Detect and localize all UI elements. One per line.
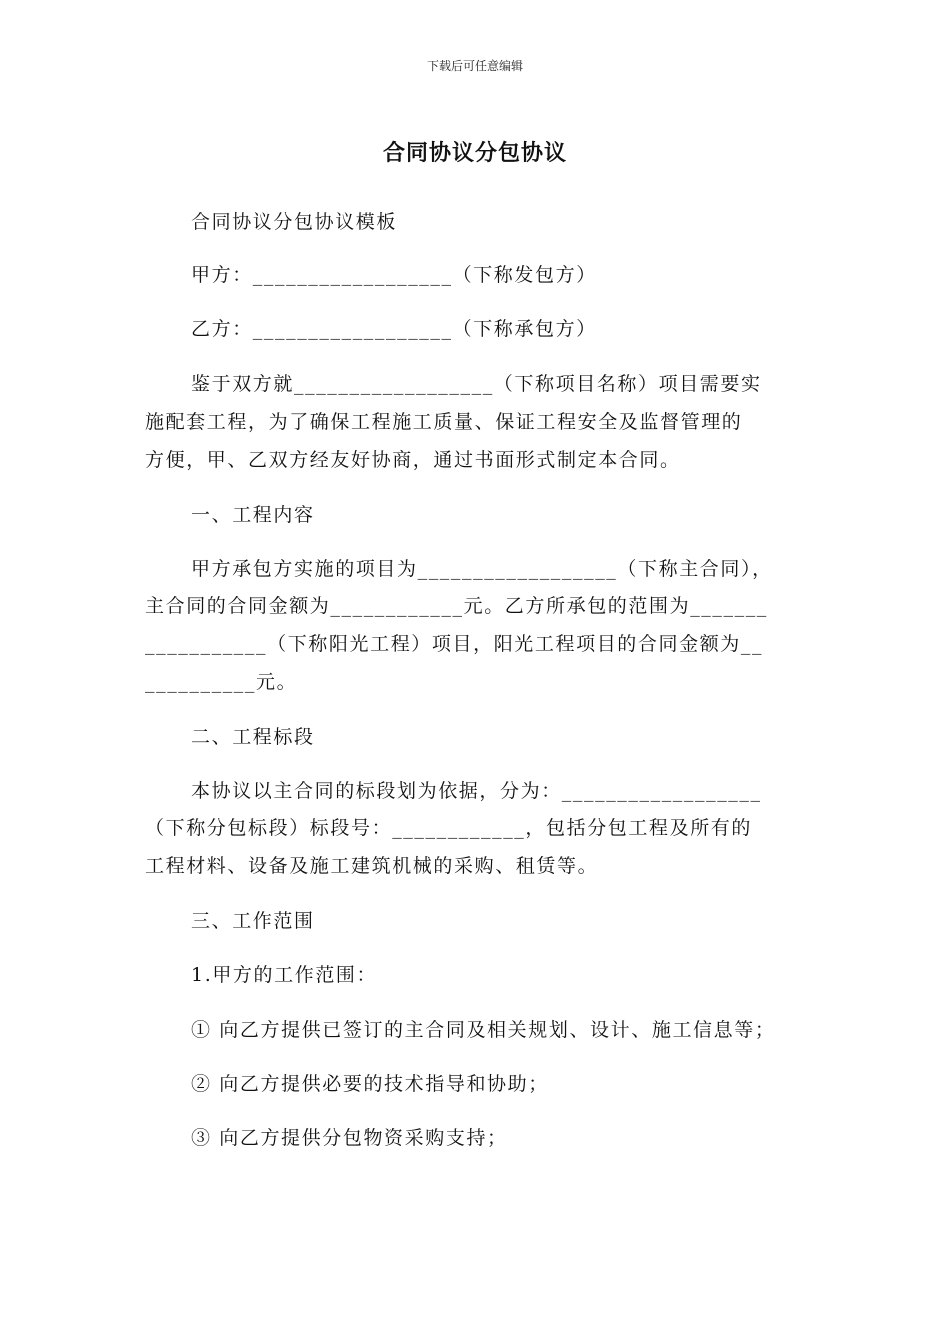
paragraph-line: 鉴于双方就__________________（下称项目名称）项目需要实 bbox=[191, 373, 762, 395]
paragraph-line: 工程材料、设备及施工建筑机械的采购、租赁等。 bbox=[145, 855, 599, 877]
list-item: ③ 向乙方提供分包物资采购支持； bbox=[191, 1127, 508, 1149]
paragraph-line: 主合同的合同金额为____________元。乙方所承包的范围为_______ bbox=[145, 595, 768, 617]
list-item: ① 向乙方提供已签订的主合同及相关规划、设计、施工信息等； bbox=[191, 1019, 776, 1041]
section-heading: 二、工程标段 bbox=[191, 726, 315, 748]
subtitle-line: 合同协议分包协议模板 bbox=[191, 211, 398, 233]
paragraph-line: 施配套工程，为了确保工程施工质量、保证工程安全及监督管理的 bbox=[145, 411, 743, 433]
paragraph-line: （下称分包标段）标段号：____________，包括分包工程及所有的 bbox=[145, 817, 753, 839]
section-heading: 三、工作范围 bbox=[191, 910, 315, 932]
page-title: 合同协议分包协议 bbox=[382, 141, 567, 166]
party-b-line: 乙方：__________________（下称承包方） bbox=[191, 318, 597, 340]
paragraph-line: ___________（下称阳光工程）项目，阳光工程项目的合同金额为__ bbox=[145, 633, 764, 655]
list-item: ② 向乙方提供必要的技术指导和协助； bbox=[191, 1073, 549, 1095]
party-a-line: 甲方：__________________（下称发包方） bbox=[191, 264, 597, 286]
section-heading: 一、工程内容 bbox=[191, 504, 315, 526]
list-heading: 1.甲方的工作范围： bbox=[191, 964, 378, 986]
paragraph-line: 本协议以主合同的标段划为依据，分为：__________________ bbox=[191, 780, 762, 802]
paragraph-line: __________元。 bbox=[145, 671, 298, 693]
paragraph-line: 方便，甲、乙双方经友好协商，通过书面形式制定本合同。 bbox=[145, 449, 681, 471]
paragraph-line: 甲方承包方实施的项目为__________________（下称主合同）， bbox=[191, 558, 773, 580]
header-note: 下载后可任意编辑 bbox=[426, 59, 523, 73]
